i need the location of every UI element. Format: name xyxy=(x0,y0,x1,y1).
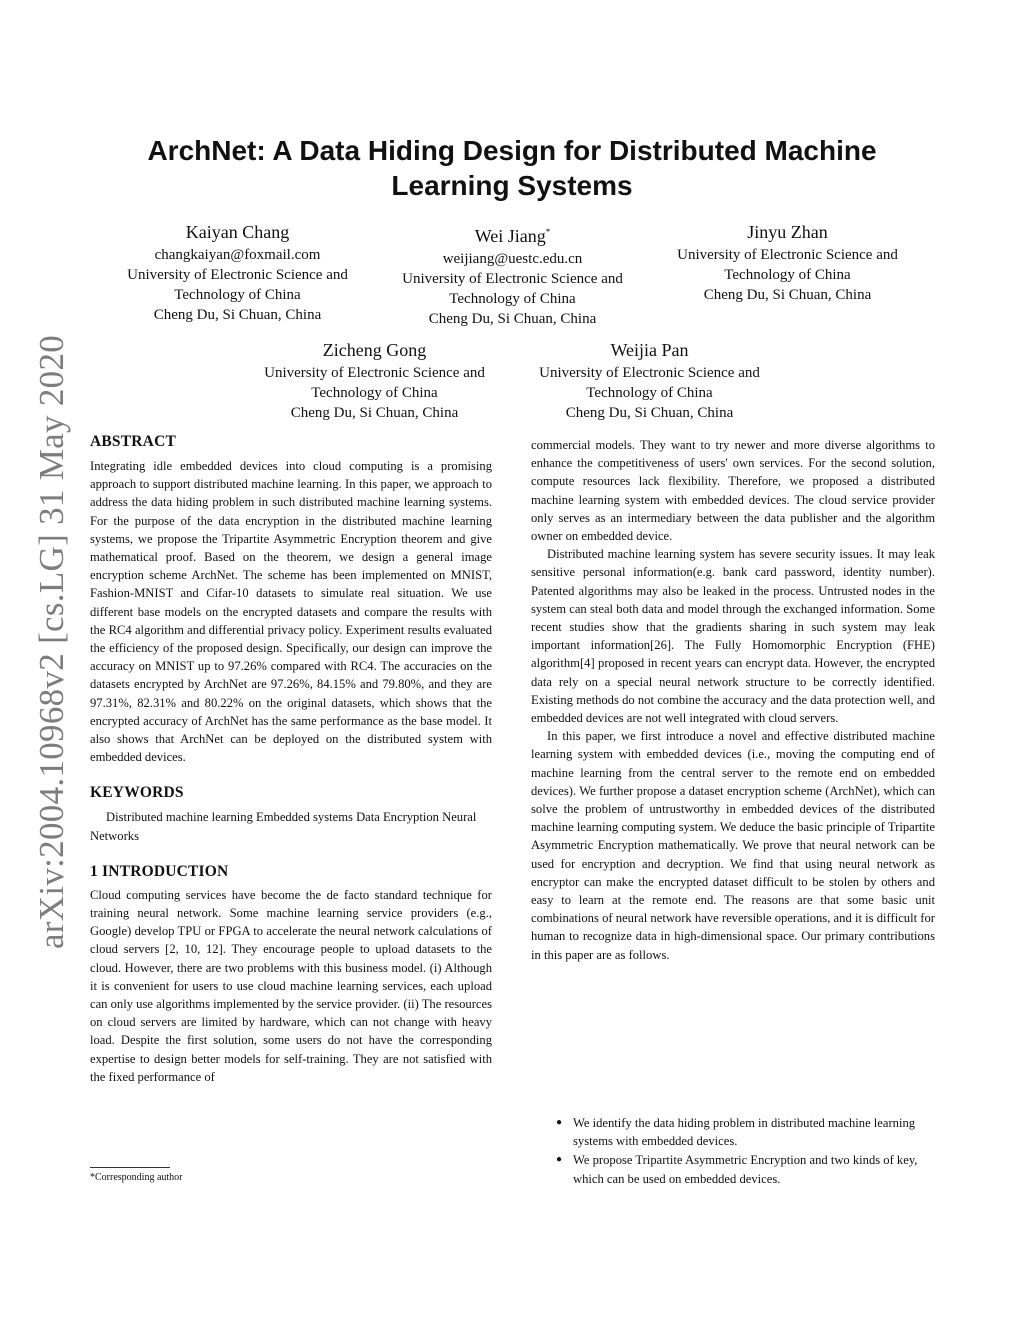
author-email: weijiang@uestc.edu.cn xyxy=(442,251,583,267)
intro-paragraph: Cloud computing services have become the de facto standard technique for training neural network. Some machine learning service providers (e.g., Google) develop TPU or FPGA to accelerate the neural network calculations of cloud servers [2, 10, 12]. They encourage people to upload datasets to the cloud. However, there are two problems with this business model. (i) Although it is convenient for users to use cloud machine learning services, each upload can only use algorithms implemented by the service provider. (ii) The resources on cloud servers are limited by hardware, which can not change with heavy load. Despite the first solution, some users do not have the corresponding expertise to design better models for self-training. They are not satisfied with the fixed performance of xyxy=(90,887,492,1084)
author-email: changkaiyan@foxmail.com xyxy=(154,247,321,263)
intro-paragraph: commercial models. They want to try newer and more diverse algorithms to enhance the competitiveness of users' own services. For the second solution, compute resources lack flexibility. Therefore, we proposed a distributed machine learning system with embedded devices. The cloud service provider only serves as an intermediary between the data publisher and the algorithm owner on embedded device. xyxy=(531,438,935,544)
author-block xyxy=(522,338,777,423)
author-affiliation: Technology of China xyxy=(311,385,438,401)
keywords-text: Distributed machine learning Embedded systems Data Encryption Neural Networks xyxy=(90,810,477,843)
abstract-heading: ABSTRACT xyxy=(90,433,177,450)
bullet-icon: ● xyxy=(556,1154,563,1166)
right-column xyxy=(531,436,935,964)
author-location: Cheng Du, Si Chuan, China xyxy=(565,405,734,421)
arxiv-identifier: arXiv:2004.10968v2 [cs.LG] 31 May 2020 xyxy=(32,334,71,950)
author-affiliation: University of Electronic Science and xyxy=(264,365,485,381)
corresponding-mark: * xyxy=(545,227,551,237)
author-name: Jinyu Zhan xyxy=(747,222,828,242)
author-location: Cheng Du, Si Chuan, China xyxy=(153,307,322,323)
intro-paragraph: In this paper, we first introduce a novel and effective distributed machine learning system with embedded devices (i.e., moving the computing end of machine learning from the central server to the remote end on embedded devices). We further propose a dataset encryption scheme (ArchNet), which can solve the problem of untrustworthy in embedded devices of the distributed machine learning computing system. We deduce the basic principle of Tripartite Asymmetric Encryption mathematically. We prove that neural network can be used for encryption and decryption. We find that using neural network as encryptor can make the encrypted dataset difficult to be stolen by others and easy to learn at the remote end. The reasons are that some basic unit combinations of neural network have reversible operations, and it is difficult for human to recognize data in high-dimensional space. Our primary contributions in this paper are as follows. xyxy=(531,729,935,962)
author-affiliation: Technology of China xyxy=(586,385,713,401)
author-name: Zicheng Gong xyxy=(322,340,427,360)
author-affiliation: University of Electronic Science and xyxy=(127,267,348,283)
left-column xyxy=(90,432,492,1086)
footnote: *Corresponding author xyxy=(90,1172,183,1183)
author-block xyxy=(660,220,915,305)
abstract-text: Integrating idle embedded devices into cloud computing is a promising approach to support distributed machine learning. In this paper, we approach to address the data hiding problem in such distributed machine learning systems. For the purpose of the data encryption in the distributed machine learning systems, we propose the Tripartite Asymmetric Encryption theorem and give mathematical proof. Based on the theorem, we design a general image encryption scheme ArchNet. The scheme has been implemented on MNIST, Fashion-MNIST and Cifar-10 datasets to simulate real situation. We use different base models on the encrypted datasets and compare the results with the RC4 algorithm and differential privacy policy. Experiment results evaluated the efficiency of the proposed design. Specifically, our design can improve the accuracy on MNIST up to 97.26% compared with RC4. The accuracies on the datasets encrypted by ArchNet are 97.26%, 84.15% and 79.80%, and they are 97.31%, 82.31% and 80.22% on the original datasets, which shows that the encrypted accuracy of ArchNet has the same performance as the base model. It also shows that ArchNet can be deployed on the distributed system with embedded devices. xyxy=(90,459,492,765)
author-affiliation: University of Electronic Science and xyxy=(402,271,623,287)
author-block xyxy=(247,338,502,423)
intro-heading: 1 INTRODUCTION xyxy=(90,862,229,880)
author-affiliation: Technology of China xyxy=(724,267,851,283)
keywords-heading: KEYWORDS xyxy=(90,784,184,802)
contributions-list xyxy=(556,1114,936,1189)
author-affiliation: Technology of China xyxy=(174,287,301,303)
list-item: ● We identify the data hiding problem in distributed machine learning systems with embedded devices. xyxy=(556,1114,936,1150)
author-name: Kaiyan Chang xyxy=(185,222,290,242)
author-affiliation: University of Electronic Science and xyxy=(677,247,898,263)
author-affiliation: Technology of China xyxy=(449,291,576,307)
author-location: Cheng Du, Si Chuan, China xyxy=(428,311,597,327)
author-name: Wei Jiang xyxy=(474,226,546,246)
author-name: Weijia Pan xyxy=(610,340,689,360)
list-item: ● We propose Tripartite Asymmetric Encryption and two kinds of key, which can be used on embedded devices. xyxy=(556,1151,936,1187)
bullet-icon: ● xyxy=(556,1117,563,1128)
author-block xyxy=(385,220,640,329)
footnote-divider xyxy=(90,1167,170,1168)
author-affiliation: University of Electronic Science and xyxy=(539,365,760,381)
intro-paragraph: Distributed machine learning system has severe security issues. It may leak sensitive personal information(e.g. bank card password, identity number). Patented algorithms may also be leaked in the process. Untrusted nodes in the system can steal both data and model through the exchanged information. Some recent studies show that the gradients sharing in such system may leak important information[26]. The Fully Homomorphic Encryption (FHE) algorithm[4] proposed in recent years can encrypt data. However, the encrypted data rely on a special neural network structure to be correctly identified. Existing methods do not combine the accuracy and the data protection well, and embedded devices are not well integrated with cloud servers. xyxy=(531,547,935,726)
author-location: Cheng Du, Si Chuan, China xyxy=(703,287,872,303)
author-block xyxy=(110,220,365,325)
author-location: Cheng Du, Si Chuan, China xyxy=(290,405,459,421)
paper-title: ArchNet: A Data Hiding Design for Distributed Machine Learning Systems xyxy=(147,135,877,201)
